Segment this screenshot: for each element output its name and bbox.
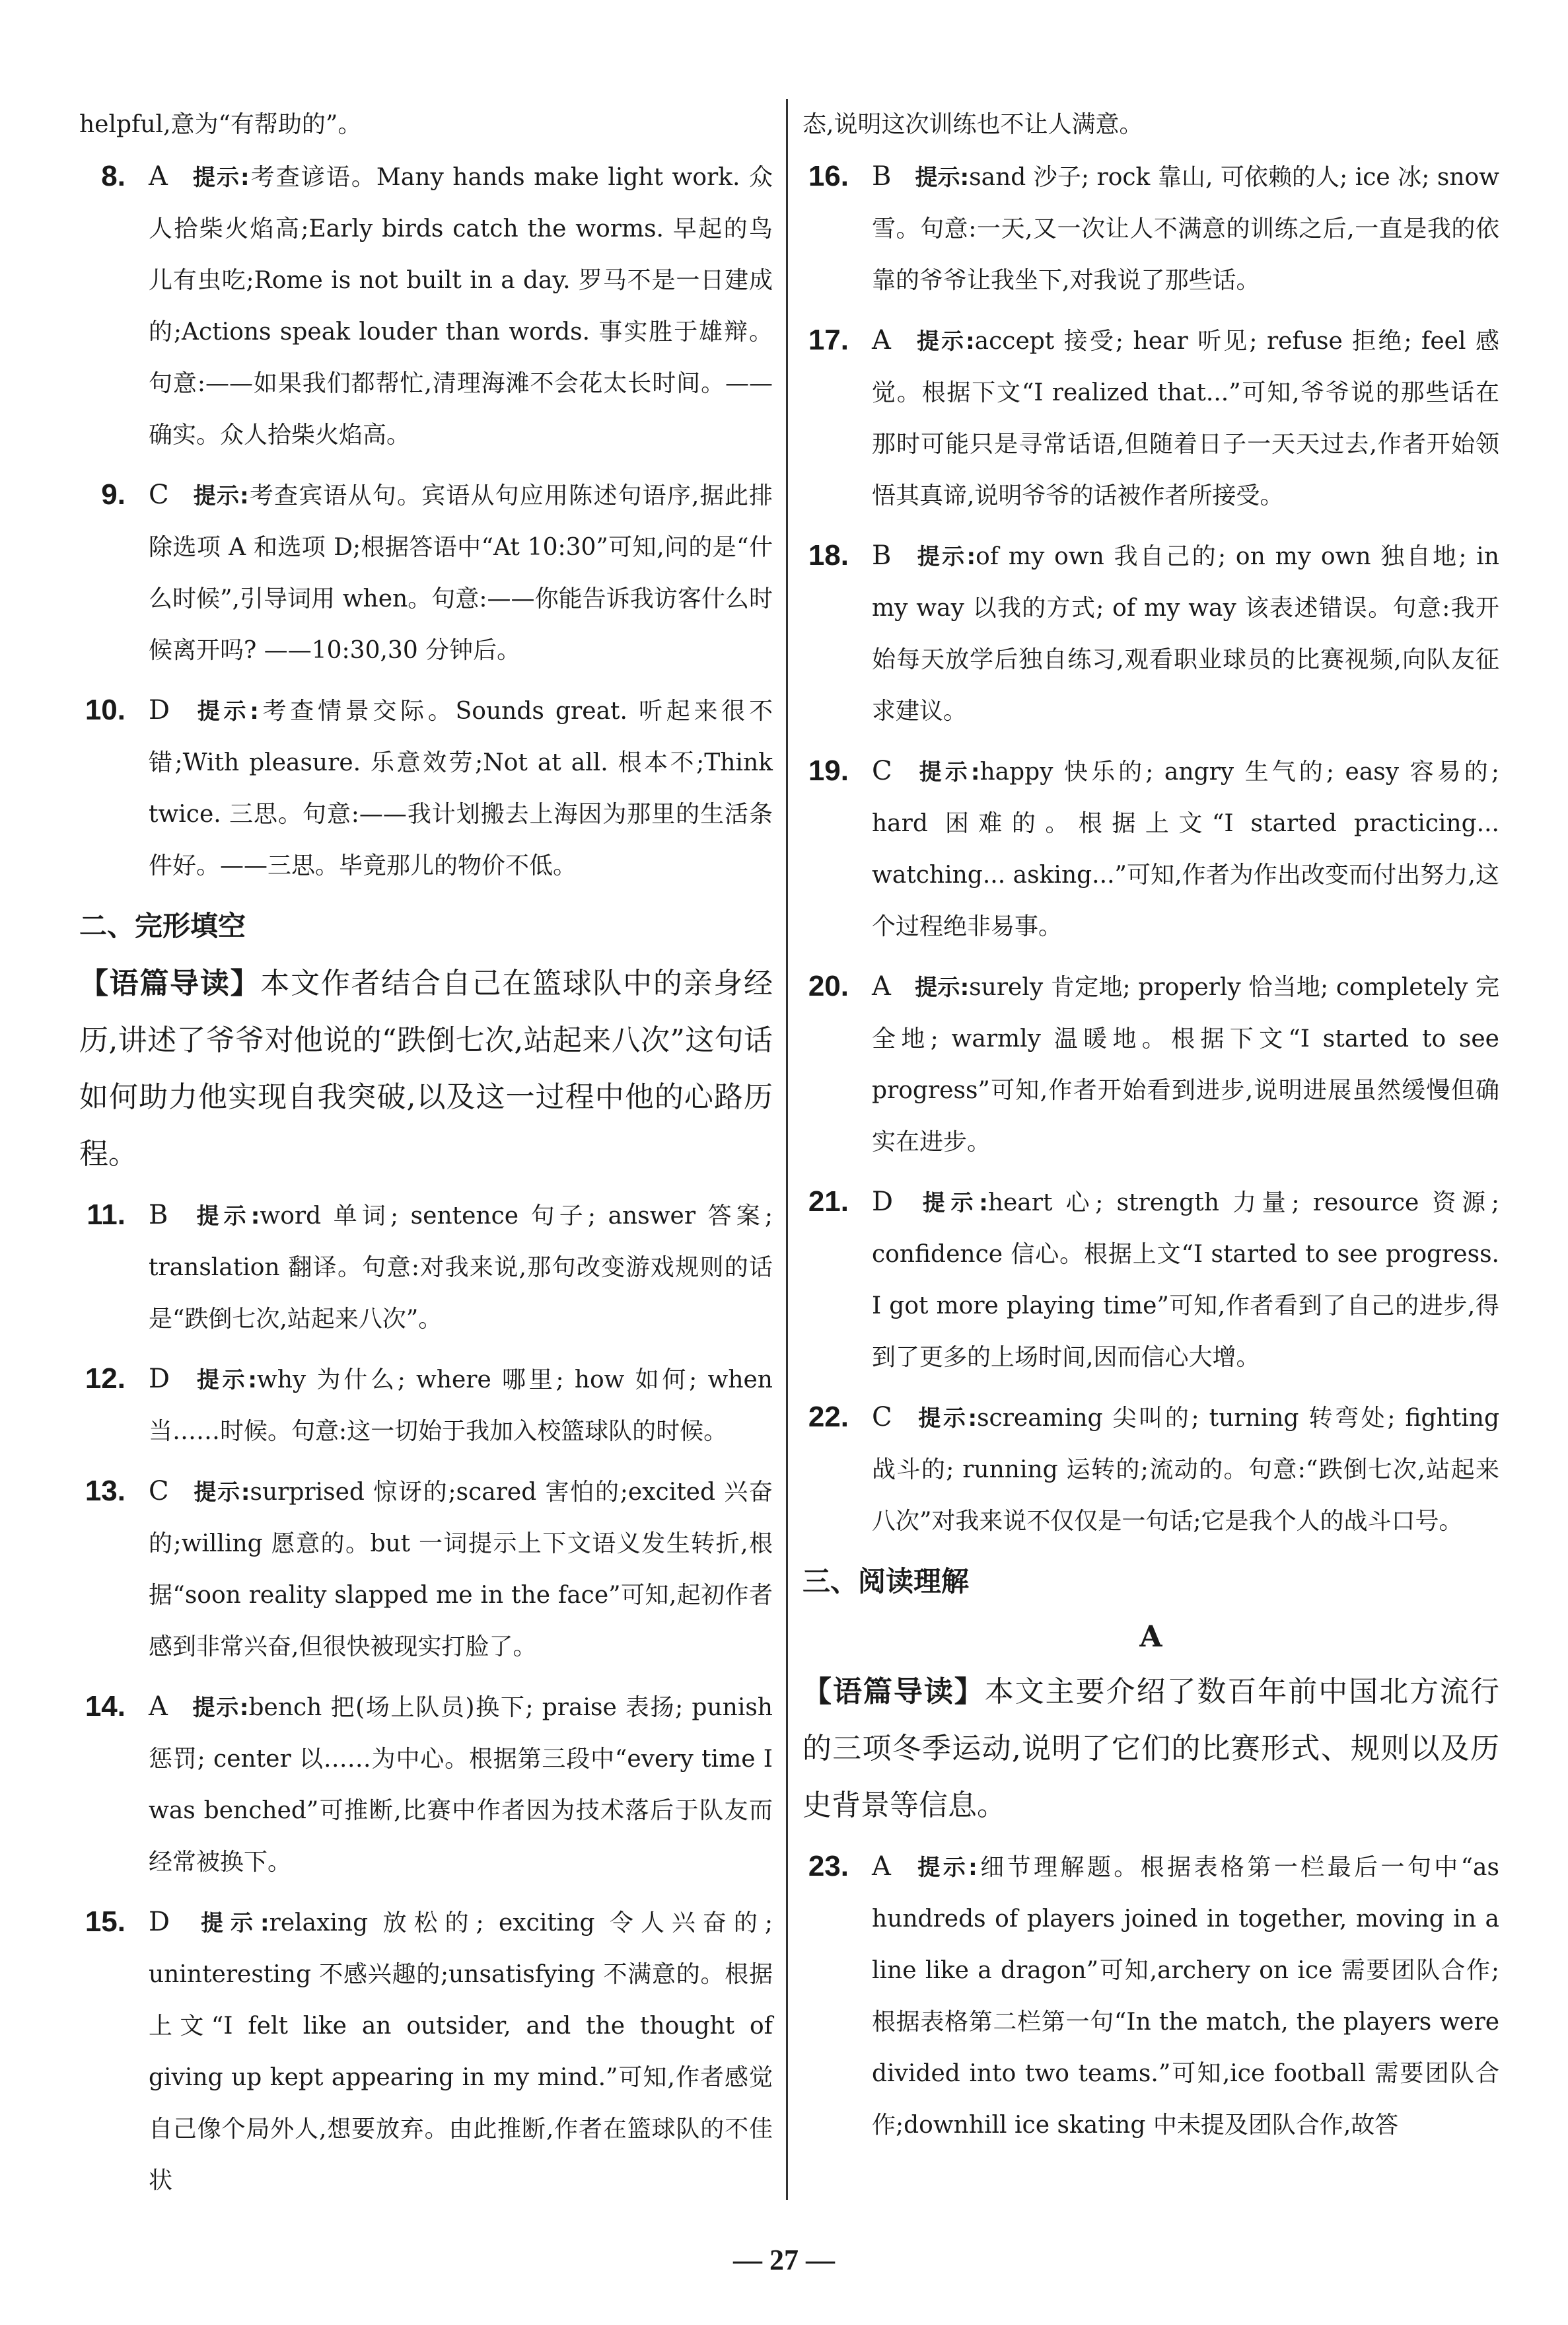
hint-label: 提示: — [914, 975, 970, 1001]
section-title-reading: 三、阅读理解 — [802, 1565, 970, 1598]
answer-letter: B — [149, 1200, 168, 1230]
question-number: 23. — [808, 1850, 849, 1882]
answer-letter: C — [872, 756, 892, 786]
question-item — [79, 1681, 773, 1888]
section-title-cloze: 二、完形填空 — [79, 910, 246, 942]
right-question-list-1 — [802, 151, 1499, 1547]
left-column — [79, 99, 773, 2215]
hint-label: 提示: — [915, 1405, 978, 1432]
answer-letter: D — [149, 1364, 170, 1394]
question-number: 17. — [808, 324, 849, 356]
explanation-text: of my own 我自己的; on my own 独自地; in my way 以我的方式; of my way 该表述错误。句意:我开始每天放学后独自练习,观看职业球员的比赛视频,向队友征求建议。 — [872, 543, 1499, 725]
question-item — [79, 1189, 773, 1345]
hint-label: 提示: — [915, 165, 970, 191]
hint-label: 提示: — [915, 759, 980, 786]
question-number: 21. — [808, 1185, 849, 1218]
answer-letter: C — [872, 1402, 892, 1432]
hint-label: 提示: — [192, 1203, 260, 1230]
explanation-text: surprised 惊讶的;scared 害怕的;excited 兴奋的;willing 愿意的。but 一词提示上下文语义发生转折,根据“soon reality slapped me in the face”可知,起初作者感到非常兴奋,但很快被现实打脸了。 — [149, 1479, 773, 1660]
hint-label: 提示: — [914, 1855, 978, 1881]
passage-guide-reading — [802, 1664, 1499, 1834]
explanation-text: accept 接受; hear 听见; refuse 拒绝; feel 感觉。根据下文“I realized that...”可知,爷爷说的那些话在那时可能只是寻常话语,但随着日子一天天过去,作者开始领悟其真谛,说明爷爷的话被作者所接受。 — [872, 328, 1499, 509]
continuation-text: 态,说明这次训练也不让人满意。 — [802, 111, 1143, 138]
intro-continuation: helpful,意为“有帮助的”。 — [79, 111, 362, 138]
answer-letter: A — [872, 971, 891, 1002]
question-number: 8. — [101, 160, 125, 192]
question-item — [802, 961, 1499, 1168]
question-number: 18. — [808, 539, 849, 572]
explanation-text: sand 沙子; rock 靠山, 可依赖的人; ice 冰; snow 雪。句意:一天,又一次让人不满意的训练之后,一直是我的依靠的爷爷让我坐下,对我说了那些话。 — [872, 164, 1499, 294]
hint-label: 提示: — [914, 328, 975, 355]
question-number: 11. — [87, 1199, 125, 1231]
guide-text: 本文作者结合自己在篮球队中的亲身经历,讲述了爷爷对他说的“跌倒七次,站起来八次”这句话如何助力他实现自我突破,以及这一过程中他的心路历程。 — [79, 967, 773, 1171]
hint-label: 提示: — [192, 483, 249, 509]
question-number: 22. — [808, 1401, 849, 1433]
question-item — [802, 314, 1499, 522]
explanation-text: 考查谚语。Many hands make light work. 众人拾柴火焰高;Early birds catch the worms. 早起的鸟儿有虫吃;Rome is not built in a day. 罗马不是一日建成的;Actions speak louder than words. 事实胜于雄辩。句意:——如果我们都帮忙,清理海滩不会花太长时间。——确实。众人拾柴火焰高。 — [149, 164, 773, 449]
answer-letter: A — [872, 1851, 891, 1882]
question-number: 13. — [85, 1475, 125, 1507]
explanation-text: relaxing 放松的; exciting 令人兴奋的; uninteresting 不感兴趣的;unsatisfying 不满意的。根据上文“I felt like an outsider, and the thought of giving up kept appearing in my mind.”可知,作者感觉自己像个局外人,想要放弃。由此推断,作者在篮球队的不佳状 — [149, 1909, 773, 2194]
answer-letter: A — [149, 161, 168, 192]
hint-label: 提示: — [194, 1367, 257, 1393]
question-item — [79, 1896, 773, 2207]
hint-label: 提示: — [194, 1910, 269, 1937]
question-item — [79, 684, 773, 892]
explanation-text: surely 肯定地; properly 恰当地; completely 完全地; warmly 温暖地。根据下文“I started to see progress”可知,作者开始看到进步,说明进展虽然缓慢但确实在进步。 — [872, 974, 1499, 1156]
explanation-text: 考查情景交际。Sounds great. 听起来很不错;With pleasure. 乐意效劳;Not at all. 根本不;Think twice. 三思。句意:——我计划搬去上海因为那里的生活条件好。——三思。毕竟那儿的物价不低。 — [149, 698, 773, 879]
explanation-text: word 单词; sentence 句子; answer 答案; translation 翻译。句意:对我来说,那句改变游戏规则的话是“跌倒七次,站起来八次”。 — [149, 1202, 773, 1333]
question-number: 9. — [101, 478, 125, 511]
answer-letter: D — [149, 695, 170, 725]
guide-text: 本文主要介绍了数百年前中国北方流行的三项冬季运动,说明了它们的比赛形式、规则以及历史背景等信息。 — [802, 1675, 1500, 1822]
explanation-text: screaming 尖叫的; turning 转弯处; fighting 战斗的; running 运转的;流动的。句意:“跌倒七次,站起来八次”对我来说不仅仅是一句话;它是我个人的战斗口号。 — [872, 1405, 1499, 1535]
guide-tag: 【语篇导读】 — [802, 1675, 985, 1709]
answer-letter: C — [149, 480, 169, 510]
passage-letter: A — [1139, 1620, 1162, 1654]
answer-letter: A — [149, 1691, 168, 1722]
hint-label: 提示: — [191, 1695, 249, 1721]
question-item — [802, 1176, 1499, 1384]
left-question-list-1 — [79, 151, 773, 892]
question-item — [802, 151, 1499, 307]
guide-tag: 【语篇导读】 — [79, 967, 261, 1000]
answer-letter: B — [872, 161, 892, 192]
page-number: — 27 — — [733, 2244, 835, 2276]
question-number: 10. — [85, 694, 125, 726]
answer-letter: D — [149, 1907, 170, 1937]
answer-letter: A — [872, 325, 891, 355]
question-number: 15. — [85, 1905, 125, 1938]
hint-label: 提示: — [191, 165, 250, 191]
hint-label: 提示: — [917, 1190, 988, 1216]
question-item — [79, 1353, 773, 1458]
right-column — [802, 99, 1499, 2159]
question-item — [802, 530, 1499, 737]
question-number: 16. — [808, 160, 849, 192]
question-number: 19. — [808, 755, 849, 787]
question-item — [802, 1841, 1499, 2151]
passage-guide-cloze — [79, 955, 773, 1183]
question-item — [79, 151, 773, 461]
answer-letter: C — [149, 1476, 169, 1506]
column-divider — [786, 99, 788, 2200]
question-number: 20. — [808, 970, 849, 1002]
explanation-text: why 为什么; where 哪里; how 如何; when 当……时候。句意:这一切始于我加入校篮球队的时候。 — [149, 1366, 773, 1445]
left-question-list-2 — [79, 1189, 773, 2207]
explanation-text: heart 心; strength 力量; resource 资源; confidence 信心。根据上文“I started to see progress. I got more playing time”可知,作者看到了自己的进步,得到了更多的上场时间,因而信心大增。 — [872, 1189, 1499, 1371]
question-item — [79, 469, 773, 677]
hint-label: 提示: — [915, 544, 976, 570]
explanation-text: 考查宾语从句。宾语从句应用陈述句语序,据此排除选项 A 和选项 D;根据答语中“At 10:30”可知,问的是“什么时候”,引导词用 when。句意:——你能告诉我访客什么时候离开吗? ——10:30,30 分钟后。 — [149, 482, 773, 664]
explanation-text: 细节理解题。根据表格第一栏最后一句中“as hundreds of players joined in together, moving in a line like a dragon”可知,archery on ice 需要团队合作;根据表格第二栏第一句“In the match, the players were divided into two teams.”可知,ice football 需要团队合作;downhill ice skating 中未提及团队合作,故答 — [872, 1854, 1499, 2139]
question-item — [802, 1391, 1499, 1547]
question-number: 12. — [85, 1362, 125, 1395]
question-item — [802, 745, 1499, 953]
explanation-text: happy 快乐的; angry 生气的; easy 容易的; hard 困难的。根据上文“I started practicing... watching... asking...”可知,作者为作出改变而付出努力,这个过程绝非易事。 — [872, 758, 1499, 940]
explanation-text: bench 把(场上队员)换下; praise 表扬; punish 惩罚; center 以……为中心。根据第三段中“every time I was benched”可推断,比赛中作者因为技术落后于队友而经常被换下。 — [149, 1694, 773, 1876]
hint-label: 提示: — [192, 1479, 250, 1506]
answer-letter: B — [872, 540, 892, 571]
hint-label: 提示: — [194, 698, 259, 725]
question-item — [79, 1465, 773, 1673]
answer-letter: D — [872, 1187, 894, 1217]
question-number: 14. — [85, 1690, 125, 1722]
right-question-list-2 — [802, 1841, 1499, 2151]
